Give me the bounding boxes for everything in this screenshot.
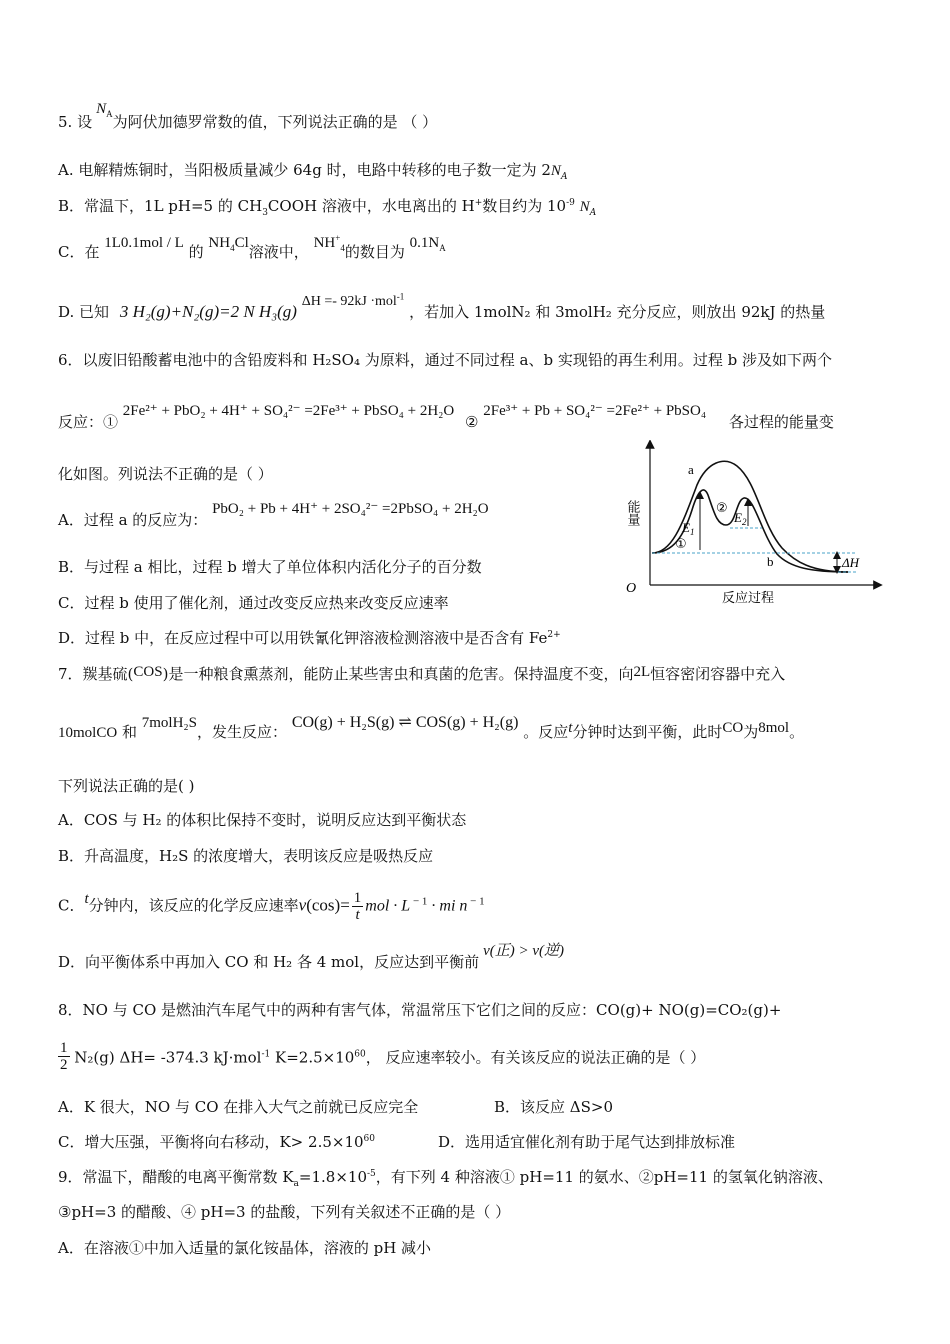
q7-stem: 7．羰基硫(COS)是一种粮食熏蒸剂，能防止某些害虫和真菌的危害。保持温度不变，向2L恒容密闭容器中充入 — [58, 664, 786, 683]
q8-option-b: B．该反应 ΔS>0 — [494, 1098, 614, 1116]
q9-stem-2: ③pH=3 的醋酸、④ pH=3 的盐酸，下列有关叙述不正确的是（ ） — [58, 1203, 511, 1221]
q8-option-d: D．选用适宜催化剂有助于尾气达到排放标准 — [438, 1133, 736, 1151]
label-e2: $E_2$ — [734, 510, 747, 527]
q8-option-a: A．K 很大，NO 与 CO 在排入大气之前就已反应完全 — [58, 1098, 419, 1116]
x-axis-label: 反应过程 — [722, 591, 775, 606]
q6-reactions: 反应：① 2Fe²⁺ + PbO₂ + 4H⁺ + SO₄²⁻ =2Fe³⁺ + PbSO₄ + 2H₂O ② 2Fe³⁺ + Pb + SO₄²⁻ =2Fe²⁺ + PbSO₄ 各过程的能量变 — [58, 403, 834, 431]
q6-stem: 6．以废旧铅酸蓄电池中的含铅废料和 H₂SO₄ 为原料，通过不同过程 a、b 实现铅的再生利用。过程 b 涉及如下两个 — [58, 351, 832, 369]
q8-option-c: C．增大压强，平衡将向右移动，$K> 2.5\times 10^{60}$ — [58, 1133, 375, 1151]
q5-option-b: B．常温下，1L pH=5 的 $CH_3COOH$ 溶液中，水电离出的 H+数目约为 $10^{-9}$ $N_A$ — [58, 197, 597, 218]
q8-reaction: $\frac{1}{2}$ N₂(g) ΔH= -374.3 kJ·mol$^{-1}$ $K=2.5\times 10^{60}$， 反应速率较小。有关该反应的说法正确的是（ ） — [60, 1040, 706, 1073]
origin-label: O — [626, 581, 637, 596]
q5-option-d: D. 已知 3 H₂(g)+N₂(g)=2 N H₃(g) ΔH =- 92kJ ·mol$^{-1}$ ，若加入 1molN₂ 和 3molH₂ 充分反应，则放出 92kJ 的热量 — [58, 291, 826, 321]
q7-question: 下列说法正确的是( ) — [58, 777, 195, 795]
label-dh: ΔH — [842, 555, 860, 570]
q6-option-d: D．过程 b 中，在反应过程中可以用铁氰化钾溶液检测溶液中是否含有 $Fe^{2+}$ — [58, 629, 561, 647]
q5-stem: 5. 设$N_A$为阿伏加德罗常数的值，下列说法正确的是 （ ） — [58, 101, 438, 131]
q6-option-a: A．过程 a 的反应为： PbO₂ + Pb + 4H⁺ + 2SO₄²⁻ =2PbSO₄ + 2H₂O — [58, 501, 489, 529]
q9-option-a: A．在溶液①中加入适量的氯化铵晶体，溶液的 pH 减小 — [58, 1239, 432, 1257]
label-1: ① — [675, 537, 687, 552]
q8-stem: 8．NO 与 CO 是燃油汽车尾气中的两种有害气体，常温常压下它们之间的反应：CO(g)+ NO(g)=CO₂(g)+ — [58, 1001, 782, 1019]
q7-option-b: B．升高温度，H₂S 的浓度增大，表明该反应是吸热反应 — [58, 847, 434, 865]
label-a: a — [688, 462, 694, 477]
q7-option-d: D．向平衡体系中再加入 CO 和 H₂ 各 4 mol，反应达到平衡前v(正) > v(逆) — [58, 943, 565, 971]
q5-option-a: A. 电解精炼铜时，当阳极质量减少 64g 时，电路中转移的电子数一定为 $2N_A$ — [58, 161, 568, 182]
q6-option-b: B．与过程 a 相比，过程 b 增大了单位体积内活化分子的百分数 — [58, 558, 482, 576]
q9-stem: 9．常温下，醋酸的电离平衡常数 $K_a=1.8\times 10^{-5}$，有下列 4 种溶液① pH=11 的氨水、②pH=11 的氢氧化钠溶液、 — [58, 1168, 833, 1189]
q7-option-c: C．t分钟内，该反应的化学反应速率v(cos)= $\frac{1}{t}$ mol · L $^{- 1}$ · mi n $^{- 1}$ — [58, 890, 485, 923]
q7-option-a: A．COS 与 H₂ 的体积比保持不变时，说明反应达到平衡状态 — [58, 811, 467, 829]
energy-diagram — [612, 440, 892, 610]
q6-option-c: C．过程 b 使用了催化剂，通过改变反应热来改变反应速率 — [58, 594, 449, 612]
q5-option-c: C．在 1L0.1mol / L 的 $NH_4Cl$溶液中， $NH^+_4$的数目为 $0.1N_A$ — [58, 233, 446, 261]
y-axis-label: 能量 — [624, 500, 640, 526]
label-2: ② — [716, 501, 728, 516]
q6-stem-2: 化如图。列说法不正确的是（ ） — [58, 465, 273, 483]
label-e1: $E_1$ — [682, 520, 695, 537]
curve-a — [652, 461, 848, 572]
q7-reaction: 10molCO 和 7molH₂S，发生反应： CO(g) + H₂S(g) ⇌ COS(g) + H₂(g) 。反应t分钟时达到平衡，此时CO为8mol。 — [58, 714, 805, 741]
label-b: b — [767, 554, 774, 569]
